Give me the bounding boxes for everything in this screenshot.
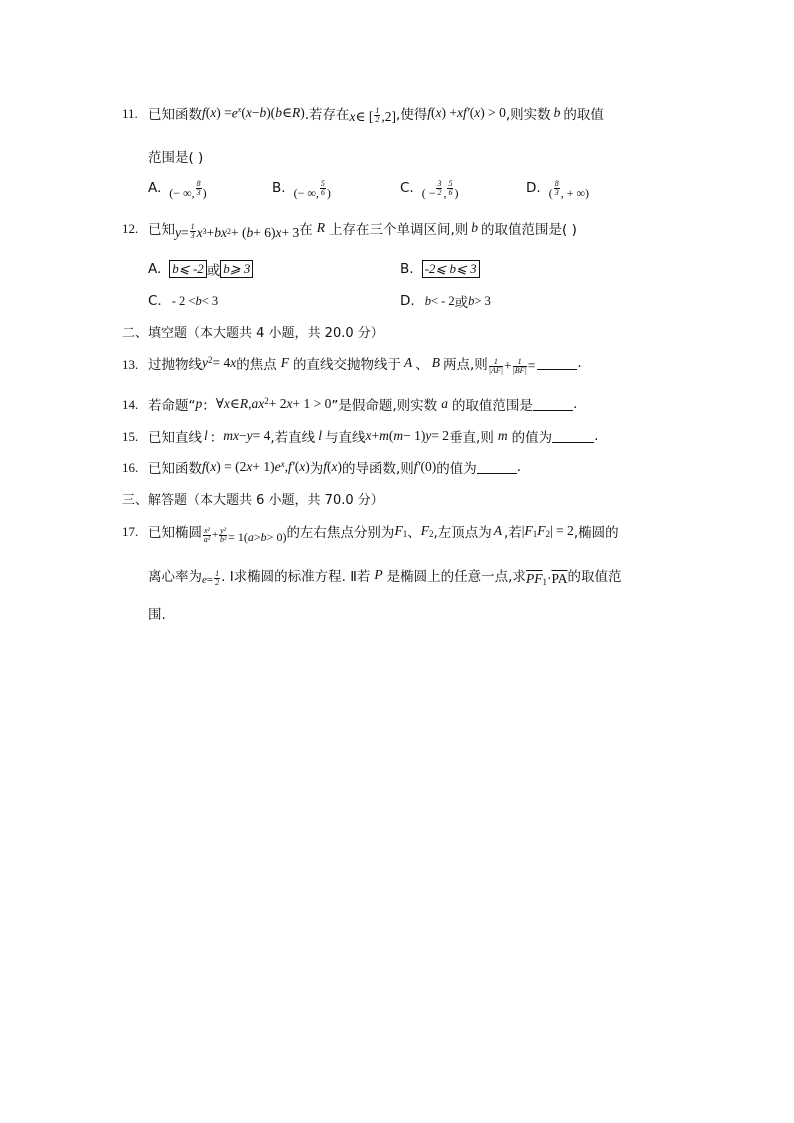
option-label: C. (148, 293, 162, 309)
question-number-16: 16. (122, 460, 139, 475)
question-14-line: 若命题“ p ： ∀ x ∈ R , ax 2 + 2 x + 1 > 0 ”是假命题,则实数 a 的取值范围是 . (148, 396, 578, 414)
q12-text-d: 的取值范围是( ) (481, 222, 577, 238)
q11-text-a: 已知函数 (148, 107, 202, 123)
question-number-11: 11. (122, 106, 138, 121)
option-label: B. (400, 261, 414, 277)
question-13-line: 过抛物线 y 2 = 4 x 的焦点 F 的直线交抛物线于 A 、 B 两点,则 $\frac{1}{|AF|}$ + $\frac{1}{|BF|}$ = . (148, 355, 582, 375)
q11-text-d: ,则实数 (505, 107, 551, 123)
section-heading-fill-in: 二、填空题（本大题共 4 小题，共 20.0 分） (122, 326, 384, 341)
q12-option-a[interactable]: A. b⩽ -2 或 b⩾ 3 (148, 259, 253, 279)
question-16-line: 已知函数 f ( x ) = (2 x + 1) e x , f′ ( x ) 为 f ( x ) 的导函数,则 f′ (0) 的值为 . (148, 459, 522, 477)
q11-option-c[interactable]: C. ( − $\frac{3}{2}$ , $\frac{5}{6}$ ) (400, 178, 459, 200)
q11-option-a[interactable]: A. ( − ∞, $\frac{8}{3}$ ) (148, 178, 207, 200)
option-label: C. (400, 180, 414, 196)
question-11-line-2: 范围是( ) (148, 150, 204, 166)
q11-option-b[interactable]: B. ( − ∞, $\frac{5}{6}$ ) (272, 178, 331, 200)
question-number-15: 15. (122, 429, 139, 444)
question-number-13: 13. (122, 357, 139, 372)
q12-text-b: 在 (299, 222, 313, 238)
q12-option-d[interactable]: D. b < - 2 或 b > 3 (400, 293, 491, 311)
option-label: B. (272, 180, 286, 196)
q11-text-c: ,使得 (395, 107, 428, 123)
question-15-line: 已知直线 l ： mx − y = 4 ,若直线 l 与直线 x + m ( m − 1) y = 2 垂直,则 m 的值为 . (148, 428, 599, 446)
q12-option-c[interactable]: C. - 2 < b < 3 (148, 293, 219, 309)
question-17-line-1: 已知椭圆 $\frac{\text{x²}}{\text{a²}}$ + $\frac{\text{y²}}{\text{b²}}$ = 1( a > b > 0) 的左右焦点分别为 F 1 、 F 2 ,左顶点为 A ,若 | F 1 F 2 | = 2 ,椭圆的 (148, 523, 619, 544)
option-label: A. (148, 180, 162, 196)
q12-var-b: b (471, 220, 479, 235)
q11-option-d[interactable]: D. ( $\frac{8}{3}$ , + ∞) (526, 178, 590, 200)
q11-text-e: 的取值 (563, 107, 604, 123)
q11-interval: x (349, 109, 356, 124)
q12-option-b[interactable]: B. -2⩽ b⩽ 3 (400, 259, 480, 279)
question-12-line-1: 已知 y = $\frac{1}{3}$ x 3 + bx 2 + ( b + 6) x + 3 在 R 上存在三个单调区间,则 b 的取值范围是( ) (148, 220, 577, 240)
q12-text-a: 已知 (148, 222, 175, 238)
q11-formula-f: f (202, 105, 206, 120)
section-heading-answer: 三、解答题（本大题共 6 小题，共 70.0 分） (122, 493, 384, 508)
question-number-17: 17. (122, 524, 139, 539)
question-number-12: 12. (122, 221, 139, 236)
question-17-line-3: 围. (148, 607, 166, 623)
option-label: D. (526, 180, 541, 196)
option-label: D. (400, 293, 415, 309)
question-number-14: 14. (122, 397, 139, 412)
question-17-line-2: 离心率为 e = $\frac{1}{2}$ . Ⅰ求椭圆的标准方程. Ⅱ若 P 是椭圆上的任意一点,求 $\overline{PF}$ 1 · $\overline{PA}$ 的取值范 (148, 567, 622, 587)
q11-text-b: .若存在 (304, 107, 350, 123)
question-11-line-1: 已知函数 f ( x ) = $e^x$ ( x − b )( b ∈ R ) .若存在 x ∈ [ $\frac{1}{2}$ ,2] ,使得 f ( x ) + xf′ ( x ) > 0 ,则实数 b 的取值 (148, 104, 604, 124)
option-label: A. (148, 261, 162, 277)
q12-text-c: 上存在三个单调区间,则 (328, 222, 469, 238)
q12-var-r: R (316, 220, 325, 235)
q11-var-b: b (553, 105, 561, 120)
